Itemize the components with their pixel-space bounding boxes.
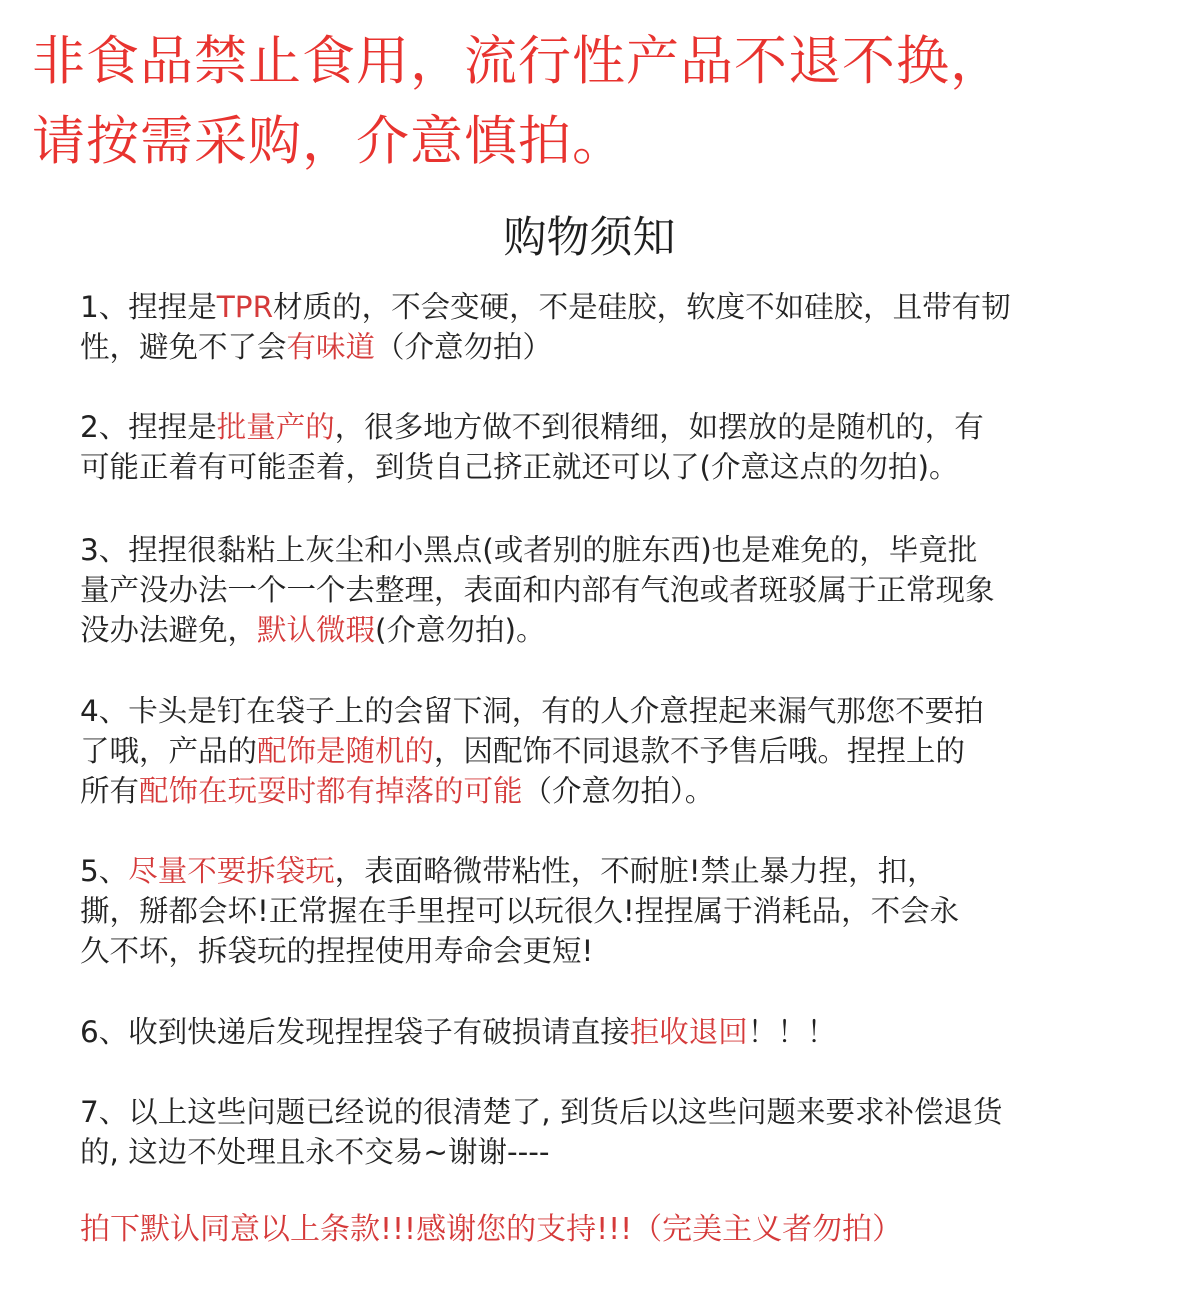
notice-item-5 <box>80 851 1130 971</box>
notice-line <box>80 570 1130 610</box>
notice-text: 久不坏，拆袋玩的捏捏使用寿命会更短! <box>80 934 594 968</box>
footer-agreement: 拍下默认同意以上条款!!!感谢您的支持!!!（完美主义者勿拍） <box>80 1212 903 1247</box>
highlight-text: 配饰是随机的 <box>257 734 435 768</box>
notice-text: 的, 这边不处理且永不交易~谢谢---- <box>80 1135 550 1169</box>
notice-text: 1、捏捏是 <box>80 290 217 324</box>
notice-item-7 <box>80 1092 1130 1172</box>
notice-text: 材质的，不会变硬，不是硅胶，软度不如硅胶，且带有韧 <box>273 290 1011 324</box>
notice-text: 可能正着有可能歪着，到货自己挤正就还可以了(介意这点的勿拍)。 <box>80 450 959 484</box>
notice-text: （介意勿拍）。 <box>522 774 715 808</box>
highlight-text: 拒收退回 <box>629 1015 748 1049</box>
notice-text: 没办法避免， <box>80 613 258 647</box>
notice-line <box>80 1132 1130 1172</box>
notice-text: 所有 <box>80 774 140 808</box>
notice-text: (介意勿拍)。 <box>375 613 546 647</box>
notice-text: 3、捏捏很黏粘上灰尘和小黑点(或者别的脏东西)也是难免的，毕竟批 <box>80 533 978 567</box>
notice-line <box>80 771 1130 811</box>
notice-item-6 <box>80 1012 1130 1052</box>
notice-item-4 <box>80 691 1130 811</box>
highlight-text: 有味道 <box>286 330 376 364</box>
notice-text: ，很多地方做不到很精细，如摆放的是随机的，有 <box>334 410 984 444</box>
notice-line <box>80 287 1130 327</box>
highlight-text: 批量产的 <box>216 410 335 444</box>
notice-line <box>80 691 1130 731</box>
notice-text: 5、 <box>80 854 129 888</box>
highlight-text: TPR <box>216 290 274 324</box>
notice-text: ，因配饰不同退款不予售后哦。捏捏上的 <box>434 734 966 768</box>
notice-text: 6、收到快递后发现捏捏袋子有破损请直接 <box>80 1015 630 1049</box>
highlight-text: 默认微瑕 <box>257 613 376 647</box>
notice-line <box>80 1092 1130 1132</box>
notice-text: 4、卡头是钉在袋子上的会留下洞，有的人介意捏起来漏气那您不要拍 <box>80 694 984 728</box>
notice-item-3 <box>80 530 1130 650</box>
notice-line <box>80 891 1130 931</box>
notice-item-2 <box>80 407 1130 487</box>
warning-notice <box>32 22 1162 182</box>
notice-text: 性，避免不了会 <box>80 330 287 364</box>
notice-text: 量产没办法一个一个去整理，表面和内部有气泡或者斑驳属于正常现象 <box>80 573 995 607</box>
notice-line <box>80 931 1130 971</box>
warning-line-2: 请按需采购，介意慎拍。 <box>32 111 626 172</box>
notice-text: 撕，掰都会坏!正常握在手里捏可以玩很久!捏捏属于消耗品，不会永 <box>80 894 960 928</box>
notice-line <box>80 407 1130 447</box>
notice-item-1 <box>80 287 1130 367</box>
notice-line <box>80 447 1130 487</box>
warning-line-1: 非食品禁止食用，流行性产品不退不换， <box>32 31 1004 92</box>
notice-text: ，表面略微带粘性，不耐脏!禁止暴力捏，扣， <box>334 854 937 888</box>
notice-text: ！！！ <box>747 1015 837 1049</box>
notice-line <box>80 851 1130 891</box>
highlight-text: 配饰在玩耍时都有掉落的可能 <box>139 774 523 808</box>
notice-line <box>80 327 1130 367</box>
notice-text: 了哦，产品的 <box>80 734 258 768</box>
notice-line <box>80 610 1130 650</box>
page-title: 购物须知 <box>503 213 676 263</box>
notice-line <box>80 731 1130 771</box>
notice-text: 2、捏捏是 <box>80 410 217 444</box>
notice-text: 7、以上这些问题已经说的很清楚了, 到货后以这些问题来要求补偿退货 <box>80 1095 1003 1129</box>
notice-line <box>80 530 1130 570</box>
notice-line <box>80 1012 1130 1052</box>
highlight-text: 尽量不要拆袋玩 <box>128 854 335 888</box>
notice-text: （介意勿拍） <box>375 330 553 364</box>
